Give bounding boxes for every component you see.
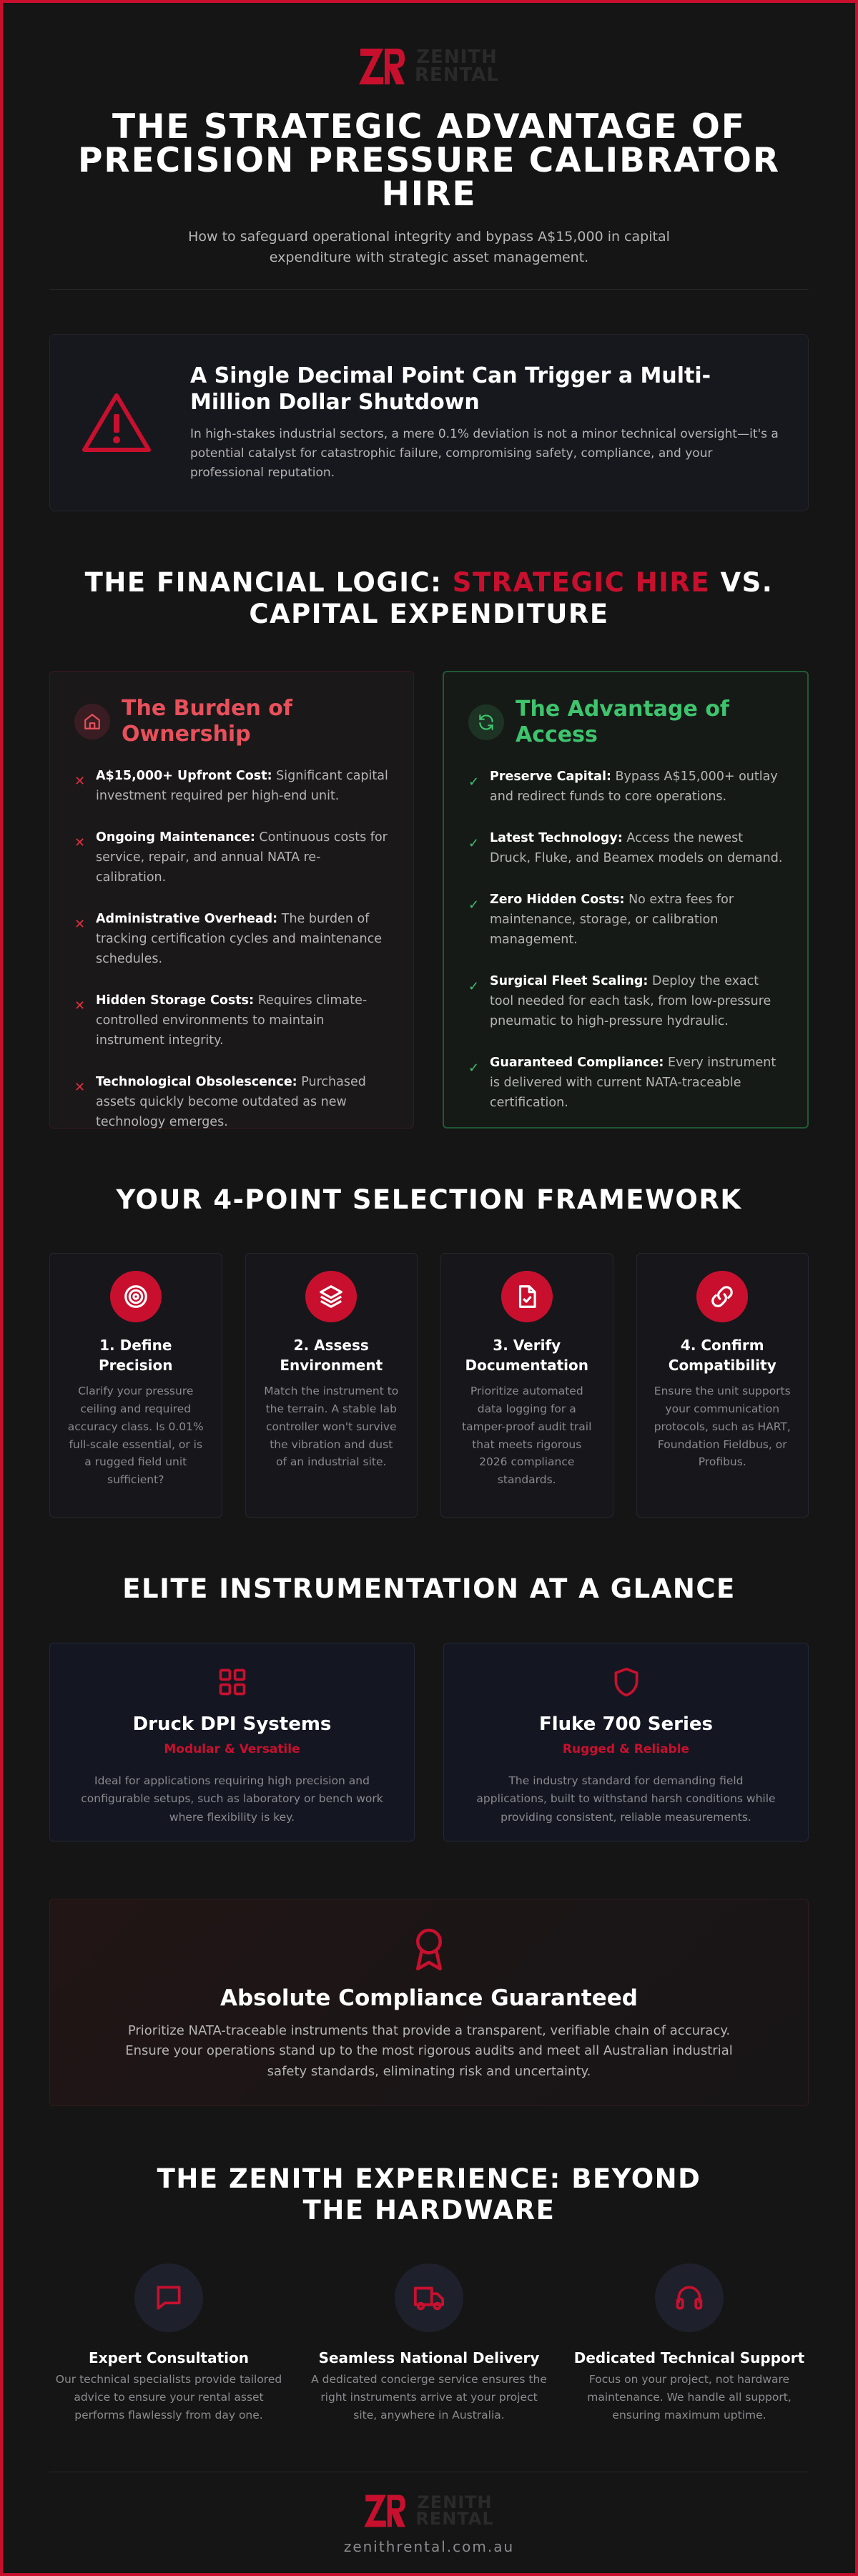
feature-text: Focus on your project, not hardware maintenance. We handle all support, ensuring maximum uptime.	[587, 2373, 792, 2422]
list-item-label: Surgical Fleet Scaling:	[490, 973, 649, 988]
framework-title: YOUR 4-POINT SELECTION FRAMEWORK	[116, 1184, 742, 1215]
cross-icon: ✕	[74, 835, 86, 850]
target-icon	[122, 1283, 149, 1310]
list-item	[74, 1072, 389, 1132]
list-item-body	[490, 1053, 783, 1113]
footer-logo-wordmark	[415, 2494, 493, 2527]
list-item	[74, 766, 389, 806]
alert-title: A Single Decimal Point Can Trigger a Multi-Million Dollar Shutdown	[190, 363, 711, 416]
list-item-text: Continuous costs for service, repair, and annual NATA re-calibration.	[96, 830, 388, 885]
framework-card-title: 3. Verify Documentation	[465, 1337, 589, 1375]
website-link[interactable]: zenithrental.com.au	[343, 2537, 515, 2555]
list-item-label: A$15,000+ Upfront Cost:	[96, 768, 272, 783]
list-item-body	[96, 909, 389, 969]
instrument-subtitle: Modular & Versatile	[164, 1741, 300, 1756]
list-item-body	[490, 767, 783, 807]
check-icon: ✓	[468, 897, 480, 913]
cross-icon: ✕	[74, 773, 86, 789]
list-item-label: Latest Technology:	[490, 830, 623, 845]
framework-card-text: Prioritize automated data logging for a tamper-proof audit trail that meets rigorous 2026 compliance standards.	[462, 1385, 592, 1487]
footer-logo-line-2: RENTAL	[415, 2508, 494, 2529]
feature-title: Dedicated Technical Support	[573, 2349, 805, 2367]
check-icon: ✓	[468, 774, 480, 790]
feature-national-delivery	[310, 2263, 548, 2424]
framework-card-title: 2. Assess Environment	[280, 1337, 383, 1375]
list-item-body	[96, 990, 389, 1051]
feature-technical-support	[570, 2263, 809, 2424]
check-icon: ✓	[468, 1060, 480, 1076]
financial-logic-title	[49, 567, 809, 631]
burden-list	[74, 766, 389, 1132]
list-item-body	[96, 766, 389, 806]
cross-icon: ✕	[74, 998, 86, 1013]
headset-icon	[674, 2282, 705, 2314]
list-item-label: Guaranteed Compliance:	[490, 1055, 664, 1070]
framework-card-title: 4. Confirm Compatibility	[668, 1337, 776, 1375]
list-item-text: Significant capital investment required per high-end unit.	[96, 768, 388, 803]
feature-text: A dedicated concierge service ensures the right instruments arrive at your project site, anywhere in Australia.	[311, 2373, 547, 2422]
list-item-label: Administrative Overhead:	[96, 911, 278, 926]
link-icon	[709, 1283, 736, 1310]
list-item-text: Deploy the exact tool needed for each task, from low-pressure pneumatic to high-pressure hydraulic.	[490, 973, 771, 1028]
list-item-label: Hidden Storage Costs:	[96, 993, 255, 1008]
list-item-body	[96, 1072, 389, 1132]
chat-bubble-icon	[153, 2282, 184, 2314]
burden-of-ownership-card	[49, 671, 414, 1129]
instrument-cards	[49, 1643, 809, 1842]
list-item-text: Purchased assets quickly become outdated as new technology emerges.	[96, 1074, 366, 1129]
framework-card-text: Clarify your pressure ceiling and required accuracy class. Is 0.01% full-scale essential, or is a rugged field unit sufficient?	[67, 1385, 204, 1487]
financial-title-suffix: VS. CAPITAL EXPENDITURE	[249, 567, 774, 630]
page-subtitle: How to safeguard operational integrity and bypass A$15,000 in capital expenditure with strategic asset management.	[188, 229, 670, 265]
list-item-label: Preserve Capital:	[490, 769, 611, 784]
list-item-text: No extra fees for maintenance, storage, or calibration management.	[490, 892, 734, 947]
footer-logo-line-1: ZENITH	[417, 2492, 493, 2512]
burden-title: The Burden of Ownership	[122, 695, 292, 747]
list-item	[74, 827, 389, 888]
list-item-text: Every instrument is delivered with current NATA-traceable certification.	[490, 1055, 776, 1110]
logo-wordmark	[415, 46, 499, 86]
list-item-body	[490, 971, 783, 1031]
cross-icon: ✕	[74, 916, 86, 932]
compliance-card	[49, 1899, 809, 2106]
list-item-label: Ongoing Maintenance:	[96, 830, 255, 845]
feature-expert-consultation	[49, 2263, 288, 2424]
framework-card-title: 1. Define Precision	[98, 1337, 173, 1375]
logo-line-2: RENTAL	[415, 64, 499, 86]
house-icon	[83, 712, 102, 731]
check-icon: ✓	[468, 835, 480, 851]
list-item-text: Access the newest Druck, Fluke, and Beamex models on demand.	[490, 830, 783, 865]
zr-logo-mark-icon	[364, 2492, 407, 2530]
list-item-text: Requires climate-controlled environments to maintain instrument integrity.	[96, 993, 368, 1048]
list-item	[74, 990, 389, 1051]
financial-title-accent: STRATEGIC HIRE	[452, 567, 711, 598]
experience-features	[49, 2263, 809, 2424]
list-item-body	[96, 827, 389, 888]
document-check-icon	[513, 1283, 541, 1310]
brand-logo	[49, 46, 809, 87]
instrument-text: Ideal for applications requiring high precision and configurable setups, such as laboratory or bench work where flexibility is key.	[81, 1774, 383, 1824]
list-item-text: The burden of tracking certification cycles and maintenance schedules.	[96, 911, 382, 966]
instrument-text: The industry standard for demanding field applications, built to withstand harsh conditions while providing consistent, reliable measurements.	[476, 1774, 776, 1824]
list-item-body	[490, 890, 783, 950]
feature-text: Our technical specialists provide tailored advice to ensure your rental asset performs flawlessly from day one.	[55, 2373, 282, 2422]
list-item	[468, 890, 783, 950]
framework-card-verify-documentation	[440, 1253, 613, 1518]
framework-cards	[49, 1253, 809, 1518]
list-item-label: Technological Obsolescence:	[96, 1074, 297, 1089]
list-item	[74, 909, 389, 969]
refresh-icon	[477, 713, 495, 732]
framework-card-text: Match the instrument to the terrain. A stable lab controller won't survive the vibration and dust of an industrial site.	[264, 1385, 399, 1469]
instrumentation-title: ELITE INSTRUMENTATION AT A GLANCE	[122, 1573, 736, 1605]
framework-card-confirm-compatibility	[636, 1253, 809, 1518]
footer	[49, 2472, 809, 2555]
advantage-title: The Advantage of Access	[516, 696, 729, 747]
framework-card-define-precision	[49, 1253, 222, 1518]
list-item-label: Zero Hidden Costs:	[490, 892, 625, 907]
list-item-body	[490, 828, 783, 868]
truck-icon	[413, 2281, 445, 2314]
page-content	[49, 3, 809, 2555]
financial-title-prefix: THE FINANCIAL LOGIC:	[84, 567, 443, 598]
framework-card-assess-environment	[245, 1253, 418, 1518]
alert-text: In high-stakes industrial sectors, a mere 0.1% deviation is not a minor technical oversight—it's a potential catalyst for catastrophic failure, compromising safety, compliance, and your professional reputation.	[190, 426, 779, 481]
grid-icon	[217, 1666, 248, 1698]
shield-icon	[611, 1666, 642, 1698]
layers-icon	[317, 1283, 345, 1310]
list-item	[468, 767, 783, 807]
compliance-text: Prioritize NATA-traceable instruments that provide a transparent, verifiable chain of accuracy. Ensure your operations stand up to the most rigorous audits and meet all Australian industrial safety standards, eliminating risk and uncertainty.	[125, 2022, 733, 2080]
award-ribbon-icon	[410, 1927, 448, 1972]
list-item-text: Bypass A$15,000+ outlay and redirect funds to core operations.	[490, 769, 778, 804]
logo-line-1: ZENITH	[416, 46, 498, 69]
comparison-cards	[49, 671, 809, 1129]
page-title: THE STRATEGIC ADVANTAGE OF PRECISION PRESSURE CALIBRATOR HIRE	[77, 107, 781, 214]
warning-triangle-icon	[81, 391, 152, 454]
footer-logo	[49, 2492, 809, 2530]
cross-icon: ✕	[74, 1079, 86, 1095]
header-divider	[49, 289, 809, 290]
header	[49, 3, 809, 267]
feature-title: Expert Consultation	[89, 2349, 249, 2367]
instrument-title: Druck DPI Systems	[132, 1713, 332, 1735]
list-item	[468, 828, 783, 868]
feature-title: Seamless National Delivery	[318, 2349, 540, 2367]
list-item	[468, 1053, 783, 1113]
framework-card-text: Ensure the unit supports your communication protocols, such as HART, Foundation Fieldbus, or Profibus.	[654, 1385, 791, 1469]
advantage-list	[468, 767, 783, 1113]
zr-logo-mark-icon	[359, 46, 406, 87]
check-icon: ✓	[468, 978, 480, 994]
shutdown-alert-card	[49, 334, 809, 511]
experience-title: THE ZENITH EXPERIENCE: BEYOND THE HARDWARE	[157, 2163, 701, 2226]
instrument-card-druck	[49, 1643, 415, 1842]
instrument-card-fluke	[443, 1643, 809, 1842]
compliance-title: Absolute Compliance Guaranteed	[220, 1985, 638, 2011]
instrument-subtitle: Rugged & Reliable	[562, 1741, 690, 1756]
list-item	[468, 971, 783, 1031]
instrument-title: Fluke 700 Series	[539, 1713, 713, 1735]
advantage-of-access-card	[443, 671, 809, 1129]
